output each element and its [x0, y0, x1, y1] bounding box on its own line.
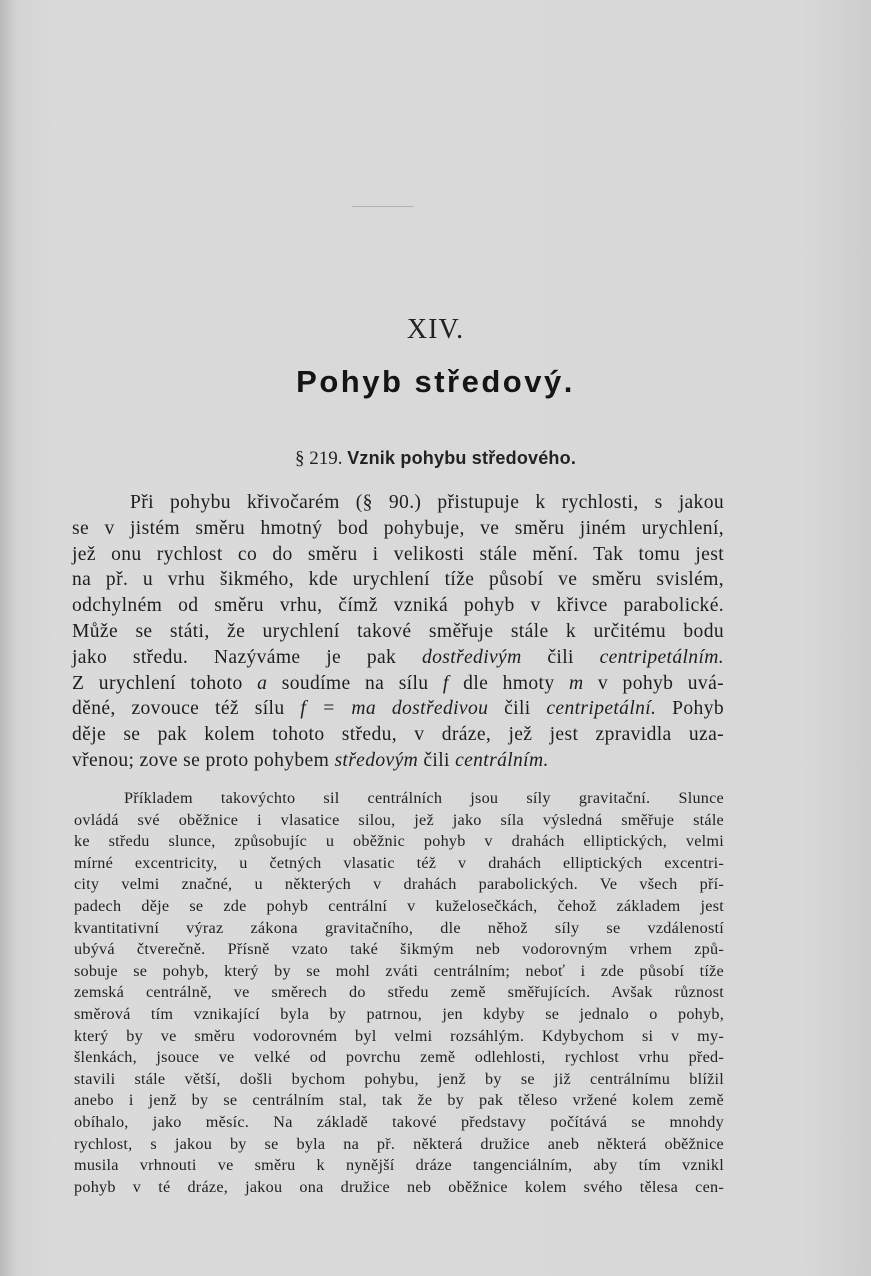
- note-line: mírné excentricity, u četných vlasatic též v drahách elliptických excentri-: [74, 853, 724, 872]
- text-run: soudíme na sílu: [267, 672, 443, 694]
- text-run: jako středu. Nazýváme je pak: [72, 646, 422, 668]
- main-line: Při pohybu křivočarém (§ 90.) přistupuje k rychlosti, s jakou: [130, 492, 724, 513]
- note-line: Příkladem takovýchto sil centrálních jsou síly gravitační. Slunce: [124, 789, 724, 807]
- note-line: který by ve směru vodorovném byl velmi rozsáhlým. Kdybychom si v my-: [74, 1026, 724, 1045]
- note-line: pohyb v té dráze, jakou ona družice neb oběžnice kolem svého tělesa cen-: [74, 1177, 724, 1196]
- text-run: dle hmoty: [448, 672, 569, 694]
- note-line: směrová tím vznikající byla by patrnou, jen kdyby se jednalo o pohyb,: [74, 1004, 724, 1023]
- text-run: Z urychlení tohoto: [72, 672, 258, 694]
- main-line: na př. u vrhu šikmého, kde urychlení tíže působí ve směru svislém,: [72, 569, 724, 591]
- symbol-italic: f: [442, 672, 449, 694]
- note-line: šlenkách, jsouce ve velké od povrchu země odlehlosti, rychlost vrhu před-: [74, 1048, 724, 1067]
- main-line: [72, 696, 724, 722]
- note-line: stavili stále větší, došli bychom pohybu, jenž by se již centrálnímu blížil: [74, 1069, 724, 1088]
- main-line: Může se státi, že urychlení takové směřuje stále k určitému bodu: [72, 620, 724, 642]
- text-run: vřenou; zove se proto pohybem: [72, 749, 335, 771]
- symbol-italic: m: [568, 672, 584, 694]
- symbol-italic: a: [257, 672, 268, 694]
- text-run: čili: [418, 749, 456, 771]
- text-run: děné, zovouce též sílu: [72, 698, 301, 720]
- bleed-through-rule: [352, 206, 414, 207]
- note-line: padech děje se zde pohyb centrální v kuželosečkách, čehož základem jest: [74, 896, 724, 915]
- main-line: [72, 645, 724, 671]
- term-italic: centrálním.: [455, 749, 549, 771]
- note-line: kvantitativní výraz zákona gravitačního, dle něhož síly se vzdáleností: [74, 918, 724, 937]
- note-line: ke středu slunce, způsobujíc u oběžnic pohyb v drahách elliptických, velmi: [74, 832, 724, 851]
- main-line: [72, 748, 724, 774]
- main-paragraph: [72, 490, 724, 774]
- note-line: city velmi značné, u některých v drahách parabolických. Ve všech pří-: [74, 875, 724, 894]
- note-line: sobuje se pohyb, který by se mohl zváti centrálním; neboť i zde působí tíže: [74, 961, 724, 980]
- main-line: jež onu rychlost co do směru i velikosti stále mění. Tak tomu jest: [72, 543, 724, 565]
- note-line: musila vrhnouti ve směru k nynější dráze tangenciálním, aby tím vznikl: [74, 1156, 724, 1175]
- text-run: čili: [488, 698, 547, 720]
- term-italic: centripetální.: [546, 698, 657, 720]
- note-line: anebo i jenž by se centrálním stal, tak že by pak těleso vržené kolem země: [74, 1091, 724, 1110]
- text-run: v pohyb uvá-: [583, 672, 724, 694]
- note-line: obíhalo, jako měsíc. Na základě takové představy počítává se mnohdy: [74, 1112, 724, 1131]
- term-italic: dostředivým: [421, 646, 522, 668]
- main-line: odchylném od směru vrhu, čímž vzniká pohyb v křivce parabolické.: [72, 595, 724, 617]
- text-run: Pohyb: [656, 698, 724, 720]
- chapter-title: Pohyb středový.: [296, 364, 575, 399]
- term-italic: středovým: [334, 749, 419, 771]
- section-mark: § 219.: [294, 448, 343, 469]
- note-line: zemská centrálně, ve směrech do středu země směřujících. Avšak různost: [74, 983, 724, 1002]
- chapter-number: XIV.: [406, 314, 465, 345]
- section-title: Vznik pohybu středového.: [347, 448, 577, 468]
- text-run: čili: [521, 646, 600, 668]
- main-line: děje se pak kolem tohoto středu, v dráze, jež jest zpravidla uza-: [72, 724, 724, 746]
- term-italic: centripetálním.: [599, 646, 724, 668]
- term-italic: f = ma dostředivou: [300, 698, 489, 720]
- note-line: ubývá čtverečně. Přísně vzato také šikmým neb vodorovným vrhem způ-: [74, 940, 724, 959]
- main-line: se v jistém směru hmotný bod pohybuje, ve směru jiném urychlení,: [72, 517, 724, 539]
- note-line: rychlost, s jakou by se byla na př. některá družice aneb některá oběžnice: [74, 1134, 724, 1153]
- main-line: [72, 671, 724, 697]
- note-paragraph: [74, 788, 724, 1198]
- section-heading: [0, 448, 871, 470]
- note-line: ovládá své oběžnice i vlasatice silou, jež jako síla výsledná směřuje stále: [74, 810, 724, 829]
